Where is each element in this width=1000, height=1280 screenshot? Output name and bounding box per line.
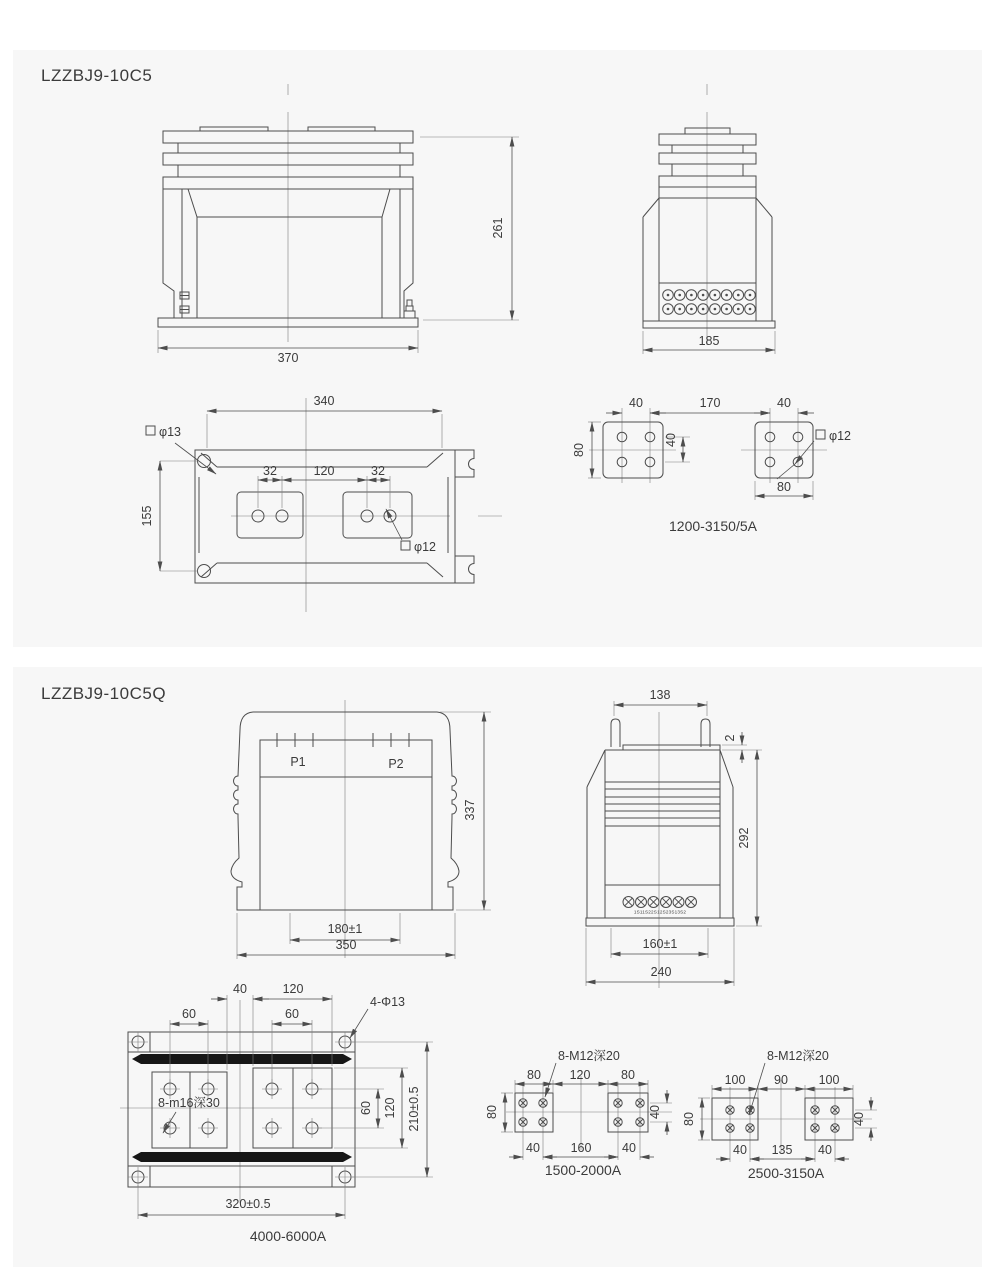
terminal-marking-text: 1S11S22S12S23S13S2 [633,909,687,915]
dim-350 [237,913,455,959]
model-title-c5: LZZBJ9-10C5 [41,66,153,85]
cooling-ribs [605,782,720,826]
callout-8-m16 [158,1096,220,1133]
dim-width-340 [207,394,442,448]
dim-label-337: 337 [463,799,477,821]
dim-label-370: 370 [277,351,299,365]
rating-caption: 1200-3150/5A [669,518,757,534]
m12-holes-a [519,1099,644,1126]
dim-label-32-left: 32 [263,464,277,478]
thread-note-a: 8-M12深20 [558,1049,620,1063]
dim-label-120-top: 120 [282,982,304,996]
dim-138 [614,688,707,716]
front-view [158,84,519,365]
callout-phi12-detail [777,429,851,479]
dim-label-170: 170 [699,396,721,410]
dim-a-bot-left: 40 [526,1141,540,1155]
dim-label-40-topleft: 40 [629,396,643,410]
terminal-mark-p2: P2 [388,757,404,771]
side-view [643,84,775,354]
dim-292 [736,750,762,926]
dim-b-bot-right: 40 [818,1143,832,1157]
dim-b-top-right: 100 [818,1073,840,1087]
dim-160 [611,928,708,958]
dim-label-40-gap: 40 [233,982,247,996]
dim-a-bot-center: 160 [570,1141,592,1155]
dim-a-top-left: 80 [527,1068,541,1082]
mount-prong [611,719,620,747]
grounding-screw [404,300,415,318]
thread-note-b: 8-M12深20 [767,1049,829,1063]
hole-label-phi12: φ12 [414,540,437,554]
secondary-terminal-screws [623,897,697,915]
terminal-detail-2500-3150 [682,1049,877,1181]
square-symbol-icon [816,430,825,439]
drawing-lzzbj9-10c5q [13,667,982,1267]
secondary-terminal-lugs [180,292,189,313]
dim-label-138: 138 [649,688,671,702]
dim-label-350: 350 [335,938,357,952]
dim-label-2: 2 [723,734,737,742]
dim-b-40-right: 40 [852,1112,866,1126]
busbar-bottom [132,1152,352,1162]
dim-label-60-left: 60 [182,1007,196,1021]
dim-depth-155 [140,461,198,571]
dim-width-185 [643,331,775,354]
dim-a-top-center: 120 [569,1068,591,1082]
dim-hole-pitches [258,464,390,508]
bottom-view-q [120,982,433,1244]
dim-label-320: 320±0.5 [225,1197,271,1211]
square-symbol-icon [401,541,410,550]
dim-label-120: 120 [313,464,335,478]
dim-label-60-right: 60 [285,1007,299,1021]
callout-4-phi13 [350,995,405,1038]
front-view-q [231,700,491,959]
dim-label-340: 340 [313,394,335,408]
dim-label-60-rows: 60 [359,1101,373,1115]
dim-label-160: 160±1 [642,937,678,951]
rating-caption-2500: 2500-3150A [747,1165,825,1181]
dim-a-40-right: 40 [648,1105,662,1119]
dim-label-40-topright: 40 [777,396,791,410]
side-view-q [586,688,762,988]
drawing-lzzbj9-10c5 [13,50,982,647]
hole-label-phi12-detail: φ12 [829,429,852,443]
dim-label-240: 240 [650,965,672,979]
dim-b-80-left: 80 [682,1112,696,1126]
rating-caption-4000: 4000-6000A [249,1228,327,1244]
dim-a-80-left: 80 [485,1105,499,1119]
dim-label-261: 261 [491,217,505,239]
terminal-mark-p1: P1 [290,755,306,769]
primary-pad [343,492,412,538]
bottom-view [140,394,502,612]
dim-height-337 [440,712,491,910]
dim-label-80-bottom: 80 [777,480,791,494]
dim-b-bot-left: 40 [733,1143,747,1157]
dim-label-180: 180±1 [327,922,363,936]
dim-label-80-left: 80 [572,443,586,457]
thread-note-label: 8-m16深30 [158,1096,220,1110]
terminal-pad-detail [572,396,851,534]
busbar-top [132,1054,352,1064]
dim-b-top-center: 90 [774,1073,788,1087]
dim-label-120-side: 120 [383,1097,397,1119]
dim-plate-2 [723,732,742,763]
rating-caption-1500: 1500-2000A [544,1162,622,1178]
mount-prong [701,719,710,747]
dim-label-210: 210±0.5 [407,1086,421,1132]
hole-label-phi13: φ13 [159,425,182,439]
corner-holes-label: 4-Φ13 [370,995,405,1009]
dim-a-bot-right: 40 [622,1141,636,1155]
dim-label-185: 185 [698,334,720,348]
dim-label-40-rows: 40 [664,433,678,447]
terminal-block-screws [663,290,756,315]
dim-label-155: 155 [140,505,154,527]
dim-height-261 [420,137,519,320]
primary-pad [237,492,303,538]
square-symbol-icon [146,426,155,435]
dim-b-top-left: 100 [724,1073,746,1087]
dim-a-top-right: 80 [621,1068,635,1082]
dim-label-32-right: 32 [371,464,385,478]
terminal-detail-1500-2000 [485,1049,672,1178]
dim-b-bot-center: 135 [771,1143,793,1157]
dim-label-292: 292 [737,827,751,849]
model-title-c5q: LZZBJ9-10C5Q [41,684,167,703]
